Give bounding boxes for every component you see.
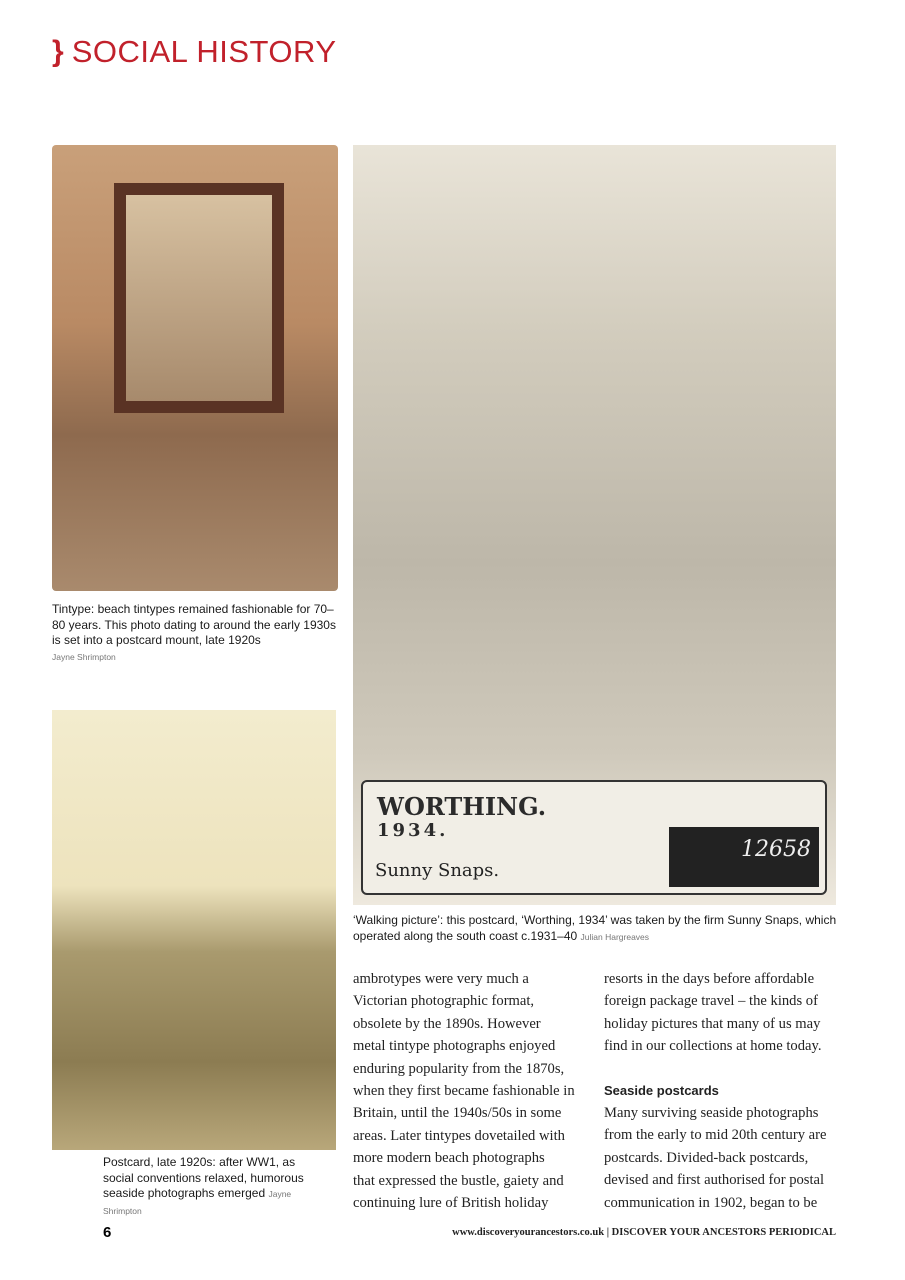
body-text-line: Victorian photographic format, [353, 993, 535, 1010]
footer-url: www.discoveryourancestors.co.uk | DISCOVER YOUR ANCESTORS PERIODICAL [452, 1227, 836, 1238]
body-text-line: from the early to mid 20th century are [604, 1127, 827, 1144]
body-text-line: foreign package travel – the kinds of [604, 993, 818, 1010]
walking-caption: ‘Walking picture’: this postcard, ‘Worthing, 1934’ was taken by the firm Sunny Snaps, which operated along the south coast c.1931–40 Julian Hargreaves [353, 913, 837, 943]
body-text-line [604, 1058, 839, 1080]
page-number: 6 [103, 1224, 112, 1241]
body-text-line: ambrotypes were very much a [353, 971, 529, 987]
body-text-line: resorts in the days before affordable [604, 971, 815, 987]
postcard-caption: Postcard, late 1920s: after WW1, as social conventions relaxed, humorous seaside photographs emerged Jayne Shrimpton [103, 1155, 304, 1216]
body-text-line: when they first became fashionable in [353, 1083, 575, 1100]
body-text-line: Britain, until the 1940s/50s in some [353, 1105, 562, 1122]
body-text-line: holiday pictures that many of us may [604, 1015, 821, 1032]
body-text-line: devised and first authorised for postal [604, 1172, 825, 1189]
card-place: WORTHING. [377, 792, 547, 821]
body-column-1 [353, 968, 588, 1214]
body-text-line: enduring popularity from the 1870s, [353, 1060, 565, 1077]
body-text-line: more modern beach photographs [353, 1150, 545, 1167]
section-title: SOCIAL HISTORY [71, 34, 337, 69]
humorous-postcard-photo [52, 710, 336, 1150]
bracket-icon: } [52, 35, 64, 68]
body-text-line: metal tintype photographs enjoyed [353, 1038, 556, 1055]
worthing-postcard-photo [353, 145, 836, 905]
photo-credit: Jayne Shrimpton [103, 1189, 292, 1216]
body-text-line: areas. Later tintypes dovetailed with [353, 1127, 565, 1144]
body-text-line: Many surviving seaside photographs [604, 1105, 819, 1122]
body-text-line: postcards. Divided-back postcards, [604, 1149, 809, 1166]
body-column-2 [604, 968, 839, 1214]
section-header [52, 34, 337, 70]
body-text-line: that expressed the bustle, gaiety and [353, 1172, 564, 1189]
body-text-line: obsolete by the 1890s. However [353, 1015, 541, 1032]
body-text-line: communication in 1902, began to be [604, 1194, 818, 1211]
photo-credit: Jayne Shrimpton [52, 651, 116, 662]
card-year: 1934. [377, 820, 449, 841]
card-firm: Sunny Snaps. [375, 860, 500, 881]
body-text-line: find in our collections at home today. [604, 1038, 822, 1055]
subheading: Seaside postcards [604, 1082, 719, 1098]
body-text-line: continuing lure of British holiday [353, 1195, 549, 1212]
photo-credit: Julian Hargreaves [580, 931, 650, 942]
tintype-caption: Tintype: beach tintypes remained fashionable for 70–80 years. This photo dating to around the early 1930s is set into a postcard mount, late 1920s Jayne Shrimpton [52, 602, 336, 662]
tintype-photo [52, 145, 338, 591]
card-number: 12658 [669, 827, 819, 887]
